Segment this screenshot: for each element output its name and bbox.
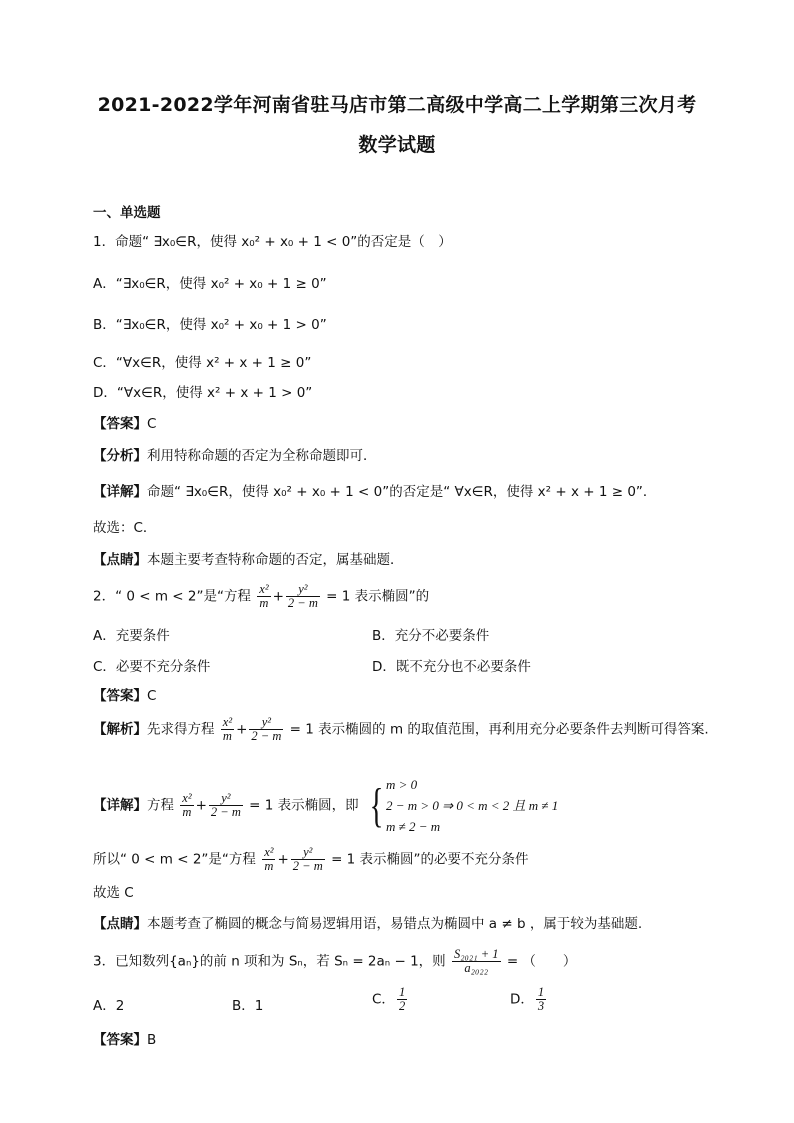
q2-analysis: 【解析】先求得方程 $\frac{\text{x²}}{m}$ + $\frac{\text{y²}}{2 - m}$ = 1 表示椭圆的 m 的取值范围，再利用充分必要条件去判断可得答案. [93,715,709,743]
comment-tag: 【点睛】 [93,916,147,932]
answer-value: C [147,688,157,704]
q2-option-a: A．充要条件 [93,628,170,644]
fraction-y [249,716,283,743]
analysis-text-start: 先求得方程 [147,721,215,738]
frac-den: 2 [398,999,406,1013]
q2-stem-start: 2．“ 0 < m < 2”是“方程 [93,588,251,605]
frac-den: m [222,729,232,743]
q2-comment [93,914,642,934]
q1-option-a: A．“∃x₀∈R，使得 x₀² + x₀ + 1 ≥ 0” [93,276,327,292]
q2-option-c: C．必要不充分条件 [93,659,211,675]
fraction-x [262,846,275,873]
answer-tag: 【答案】 [93,416,147,432]
comment-text: 本题考查了椭圆的概念与简易逻辑用语，易错点为椭圆中 a ≠ b ，属于较为基础题. [147,916,643,932]
fraction-x [180,792,193,819]
frac-den: 2 − m [287,596,318,610]
comment-text: 本题主要考查特称命题的否定，属基础题． [147,552,404,568]
q3-stem-start: 3．已知数列{aₙ}的前 n 项和为 Sₙ，若 Sₙ = 2aₙ − 1，则 [93,953,446,970]
frac-num: y² [209,792,243,806]
q1-option-c: C．“∀x∈R，使得 x² + x + 1 ≥ 0” [93,355,312,371]
q3-stem [93,948,576,975]
option-label: C． [372,991,395,1008]
detail-text-end: = 1 表示椭圆，即 [249,797,359,814]
answer-value: B [147,1032,157,1048]
fraction-one-third [536,986,546,1013]
frac-den: m [182,805,192,819]
q1-detail [93,482,656,502]
so-text-end: = 1 表示椭圆”的必要不充分条件 [331,851,529,868]
fraction-one-half [397,986,407,1013]
analysis-tag: 【解析】 [93,721,147,738]
frac-den: m [259,596,269,610]
frac-den: m [264,859,274,873]
q1-choose: 故选：C． [93,520,157,536]
q3-option-b: B．1 [232,998,264,1014]
system-row-3: m ≠ 2 − m [386,819,441,834]
detail-tag: 【详解】 [93,797,147,814]
page-subtitle: 数学试题 [358,134,436,156]
fraction-s-over-a [452,948,501,975]
frac-num: y² [249,716,283,730]
option-label: D． [510,991,534,1008]
fraction-y [209,792,243,819]
q3-option-d [510,986,548,1013]
frac-num: y² [286,583,320,597]
system-brace: { [369,778,384,832]
frac-num: x² [259,582,269,596]
q2-option-d: D．既不充分也不必要条件 [372,659,531,675]
q2-option-b: B．充分不必要条件 [372,628,490,644]
frac-num: x² [182,791,192,805]
section-heading: 一、单选题 [93,205,161,221]
analysis-text: 利用特称命题的否定为全称命题即可． [147,448,377,464]
answer-value: C [147,416,157,432]
frac-den: 2 − m [251,729,282,743]
q1-option-b: B．“∃x₀∈R，使得 x₀² + x₀ + 1 > 0” [93,317,327,333]
q2-stem-end: = 1 表示椭圆”的 [326,588,430,605]
inequality-system [386,774,558,837]
detail-tag: 【详解】 [93,484,147,500]
frac-num: 1 [398,985,406,999]
frac-den: 2 − m [292,859,323,873]
q3-option-a: A．2 [93,998,125,1014]
detail-text: 命题“ ∃x₀∈R，使得 x₀² + x₀ + 1 < 0”的否定是“ ∀x∈R，使得 x² + x + 1 ≥ 0”． [147,484,657,500]
q3-option-c [372,986,409,1013]
fraction-x [221,716,234,743]
frac-num: 1 [537,985,545,999]
q1-answer [93,414,156,434]
analysis-tag: 【分析】 [93,448,147,464]
q3-stem-end: = （ ） [506,953,577,970]
q1-stem: 1．命题“ ∃x₀∈R，使得 x₀² + x₀ + 1 < 0”的否定是（ ） [93,234,452,250]
comment-tag: 【点睛】 [93,552,147,568]
frac-den: a₂₀₂₂ [464,961,489,975]
frac-num: y² [291,846,325,860]
fraction-y [286,583,320,610]
q2-answer [93,686,156,706]
q1-option-d: D．“∀x∈R，使得 x² + x + 1 > 0” [93,385,313,401]
q3-answer [93,1030,156,1050]
system-row-2: 2 − m > 0 ⇒ 0 < m < 2 且 m ≠ 1 [386,798,559,813]
q2-so: 所以“ 0 < m < 2”是“方程 $\frac{\text{x²}}{m}$ + $\frac{\text{y²}}{2 - m}$ = 1 表示椭圆”的必要不充分条件 [93,845,529,873]
q1-comment [93,550,404,570]
q2-stem: 2．“ 0 < m < 2”是“方程 $\frac{\text{x²}}{m}$ + $\frac{\text{y²}}{2 - m}$ = 1 表示椭圆”的 [93,582,430,610]
answer-tag: 【答案】 [93,1032,147,1048]
frac-num: x² [264,845,274,859]
system-row-1: m > 0 [386,777,418,792]
so-text-start: 所以“ 0 < m < 2”是“方程 [93,851,256,868]
analysis-text-end: = 1 表示椭圆的 m 的取值范围，再利用充分必要条件去判断可得答案. [289,721,709,738]
frac-num: S₂₀₂₁ + 1 [453,947,499,961]
frac-num: x² [222,715,233,729]
detail-text-start: 方程 [147,797,174,814]
page-title: 2021-2022学年河南省驻马店市第二高级中学高二上学期第三次月考 [97,94,697,116]
q2-choose: 故选 C [93,885,134,901]
fraction-x [257,583,270,610]
answer-tag: 【答案】 [93,688,147,704]
frac-den: 2 − m [210,805,241,819]
frac-den: 3 [537,999,545,1013]
fraction-y [291,846,325,873]
q1-analysis [93,446,377,466]
q2-detail: 【详解】方程 $\frac{\text{x²}}{m}$ + $\frac{\text{y²}}{2 - m}$ = 1 表示椭圆，即 { m > 0 2 − m > 0 ⇒ 0 < m < 2 且 m ≠ 1 m ≠ 2 − m [93,774,558,837]
